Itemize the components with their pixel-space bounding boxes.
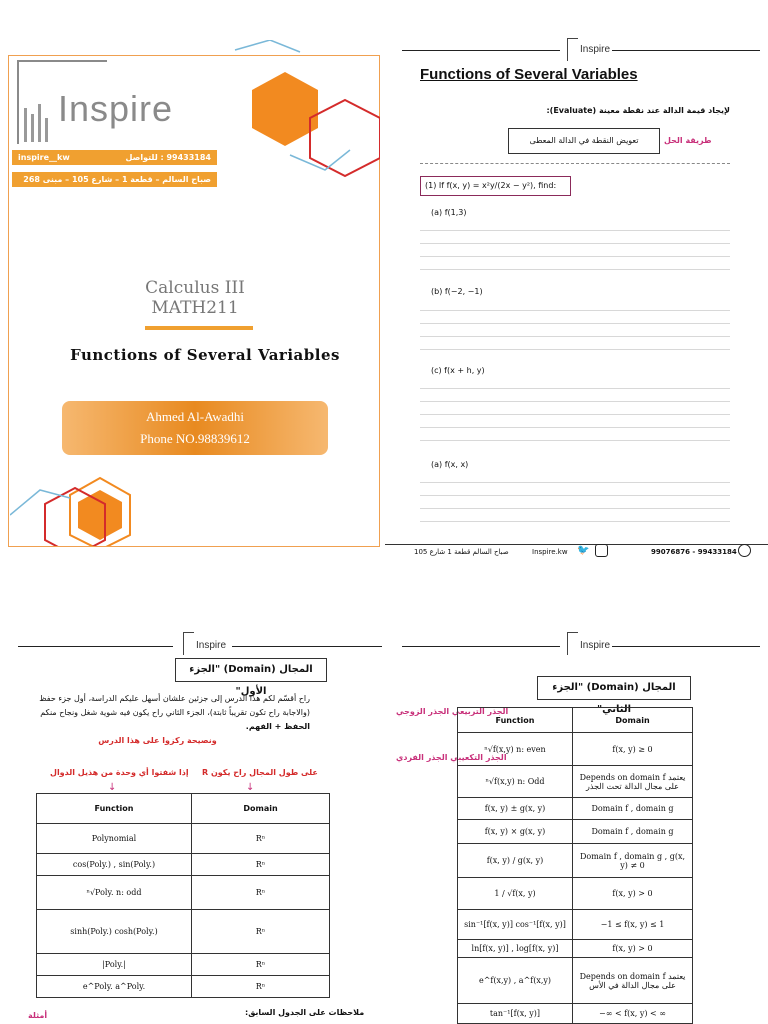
function-cell: ln[f(x, y)] , log[f(x, y)]: [458, 940, 573, 958]
part-d: (a) f(x, x): [431, 460, 469, 469]
domain-table-part2: [457, 707, 693, 1024]
domain-cell: Domain f , domain g , g(x, y) ≠ 0: [573, 844, 693, 878]
function-cell: ⁿ√f(x,y) n: even: [458, 733, 573, 766]
writing-line: [420, 336, 730, 337]
twitter-icon: 🐦: [577, 545, 590, 556]
writing-line: [420, 310, 730, 311]
header-rule-left-p3: [18, 646, 173, 647]
function-cell: e^f(x,y) , a^f(x,y): [458, 958, 573, 1004]
writing-line: [420, 521, 730, 522]
table-row: [458, 910, 693, 940]
writing-line: [420, 495, 730, 496]
arrow-down-icon: ↓: [108, 782, 117, 793]
domain-cell: Depends on domain f يعتمد على مجال الدالة تحت الجذر: [573, 766, 693, 798]
part-a: (a) f(1,3): [431, 208, 467, 217]
intro-line-3: الحفظ + الفهم.: [245, 722, 310, 731]
annotation-even-root: الجذر التربيعي الجذر الزوجي: [396, 707, 509, 716]
col-function: Function: [37, 794, 192, 824]
note-right: على طول المجال راح يكون R: [202, 768, 318, 777]
section-title-part1: المجال (Domain) "الجزء الأول": [175, 658, 327, 682]
table-row: [37, 854, 330, 876]
course-code: MATH211: [151, 298, 239, 318]
domain-cell: Rⁿ: [192, 876, 330, 910]
header-rule-left: [402, 50, 560, 51]
address-band: صباح السالم – قطعة 1 – شارع 105 – مبنى 268 – الدور الثاني: [12, 172, 217, 187]
mini-logo-text: Inspire: [580, 44, 611, 55]
instagram-handle: inspire__kw: [18, 153, 70, 162]
domain-cell: Rⁿ: [192, 976, 330, 998]
table-row: [458, 958, 693, 1004]
domain-cell: Domain f , domain g: [573, 820, 693, 844]
writing-line: [420, 349, 730, 350]
cover-hexagon-decoration: [230, 40, 380, 200]
function-cell: f(x, y) × g(x, y): [458, 820, 573, 844]
writing-line: [420, 508, 730, 509]
function-cell: sin⁻¹[f(x, y)] cos⁻¹[f(x, y)]: [458, 910, 573, 940]
writing-line: [420, 243, 730, 244]
function-cell: cos(Poly.) , sin(Poly.): [37, 854, 192, 876]
writing-line: [420, 414, 730, 415]
domain-cell: −1 ≤ f(x, y) ≤ 1: [573, 910, 693, 940]
table-row: [458, 820, 693, 844]
writing-line: [420, 401, 730, 402]
function-cell: sinh(Poly.) cosh(Poly.): [37, 910, 192, 954]
writing-line: [420, 230, 730, 231]
cover-logo-text: Inspire: [58, 88, 174, 129]
footer-phones: 99076876 - 99433184: [651, 548, 737, 556]
writing-line: [420, 440, 730, 441]
table-row: [37, 910, 330, 954]
author-phone: Phone NO.98839612: [140, 431, 250, 446]
author-box: [62, 401, 328, 455]
domain-cell: f(x, y) ≥ 0: [573, 733, 693, 766]
table-row: [458, 878, 693, 910]
logo-bars-icon: [22, 100, 52, 142]
col-domain: Domain: [573, 708, 693, 733]
problem-statement: (1) If f(x, y) = x²y/(2x − y²), find:: [420, 176, 571, 196]
function-cell: f(x, y) ± g(x, y): [458, 798, 573, 820]
writing-line: [420, 269, 730, 270]
table-row: [37, 976, 330, 998]
domain-cell: Domain f , domain g: [573, 798, 693, 820]
advice-text: ونصيحة ركزوا على هذا الدرس: [98, 736, 217, 745]
table-row: [458, 940, 693, 958]
part-c: (c) f(x + h, y): [431, 366, 485, 375]
separator: [420, 163, 730, 164]
intro-line-1: راح أقسّم لكم هذا الدرس إلى جزئين علشان أسهل عليكم الدراسة، أول جزء حفظ: [39, 694, 310, 703]
part-b: (b) f(−2, −1): [431, 287, 483, 296]
function-cell: Polynomial: [37, 824, 192, 854]
writing-line: [420, 482, 730, 483]
mini-logo-frame-p3: [183, 632, 194, 655]
function-cell: 1 / √f(x, y): [458, 878, 573, 910]
annotation-odd-root: الجذر التكعيبي الجذر الفردي: [396, 753, 507, 762]
domain-cell: f(x, y) > 0: [573, 878, 693, 910]
table-row: [458, 766, 693, 798]
function-cell: f(x, y) / g(x, y): [458, 844, 573, 878]
footer-address: صباح السالم قطعة 1 شارع 105: [414, 548, 509, 556]
remarks-heading: ملاحظات على الجدول السابق:: [245, 1008, 365, 1017]
intro-line-2: (والاجابة راح تكون تقريباً ثابتة)، الجزء الثاني راح يكون فيه شوية شغل ونجاح منكم: [40, 708, 310, 717]
mini-logo-text-p4: Inspire: [580, 640, 611, 651]
arrow-down-icon: ↓: [246, 782, 255, 793]
col-domain: Domain: [192, 794, 330, 824]
cover-hexagon-decoration-bottom: [10, 470, 200, 546]
function-cell: ⁿ√Poly. n: odd: [37, 876, 192, 910]
mini-logo-frame: [567, 38, 578, 61]
header-rule-right: [612, 50, 760, 51]
writing-line: [420, 427, 730, 428]
domain-cell: Rⁿ: [192, 954, 330, 976]
contact-phone: 99433184 : للتواصل: [125, 153, 211, 162]
header-rule-left-p4: [402, 646, 560, 647]
method-label: طريقة الحل: [664, 136, 712, 145]
table-row: [37, 876, 330, 910]
domain-cell: Depends on domain f يعتمد على مجال الدالة في الأس: [573, 958, 693, 1004]
writing-line: [420, 256, 730, 257]
title-underline: [145, 326, 253, 330]
mini-logo-text-p3: Inspire: [196, 640, 227, 651]
cover-subtitle: Functions of Several Variables: [70, 346, 340, 364]
instagram-icon: [595, 544, 608, 557]
page-title: Functions of Several Variables: [420, 66, 638, 83]
header-rule-right-p3: [232, 646, 382, 647]
domain-cell: f(x, y) > 0: [573, 940, 693, 958]
table-row: [37, 824, 330, 854]
course-name: Calculus III: [145, 278, 245, 298]
method-box: تعويض النقطة في الدالة المعطى: [508, 128, 660, 154]
contact-band: [12, 150, 217, 165]
domain-cell: Rⁿ: [192, 824, 330, 854]
function-cell: e^Poly. a^Poly.: [37, 976, 192, 998]
domain-cell: Rⁿ: [192, 854, 330, 876]
domain-cell: −∞ < f(x, y) < ∞: [573, 1004, 693, 1024]
table-row: [37, 954, 330, 976]
function-cell: ⁿ√f(x,y) n: Odd: [458, 766, 573, 798]
examples-label: أمثلة: [28, 1011, 48, 1020]
col-function: Function: [458, 708, 573, 733]
footer-handle: Inspire.kw: [532, 548, 568, 556]
table-row: [458, 844, 693, 878]
header-rule-right-p4: [612, 646, 760, 647]
domain-table-part1: [36, 793, 330, 998]
whatsapp-icon: [738, 544, 751, 557]
table-row: [458, 1004, 693, 1024]
table-row: [458, 798, 693, 820]
note-left: إذا شفتوا أي وحدة من هذيل الدوال: [50, 768, 189, 777]
section-title-part2: المجال (Domain) "الجزء الثاني": [537, 676, 691, 700]
writing-line: [420, 388, 730, 389]
writing-line: [420, 323, 730, 324]
author-name: Ahmed Al-Awadhi: [145, 409, 245, 424]
domain-cell: Rⁿ: [192, 910, 330, 954]
intro-paragraph: [5, 692, 310, 748]
table-row: [458, 733, 693, 766]
function-cell: |Poly.|: [37, 954, 192, 976]
evaluate-heading: لإيجاد قيمة الدالة عند نقطة معينة (Evaluate):: [546, 106, 730, 115]
function-cell: tan⁻¹[f(x, y)]: [458, 1004, 573, 1024]
mini-logo-frame-p4: [567, 632, 578, 655]
